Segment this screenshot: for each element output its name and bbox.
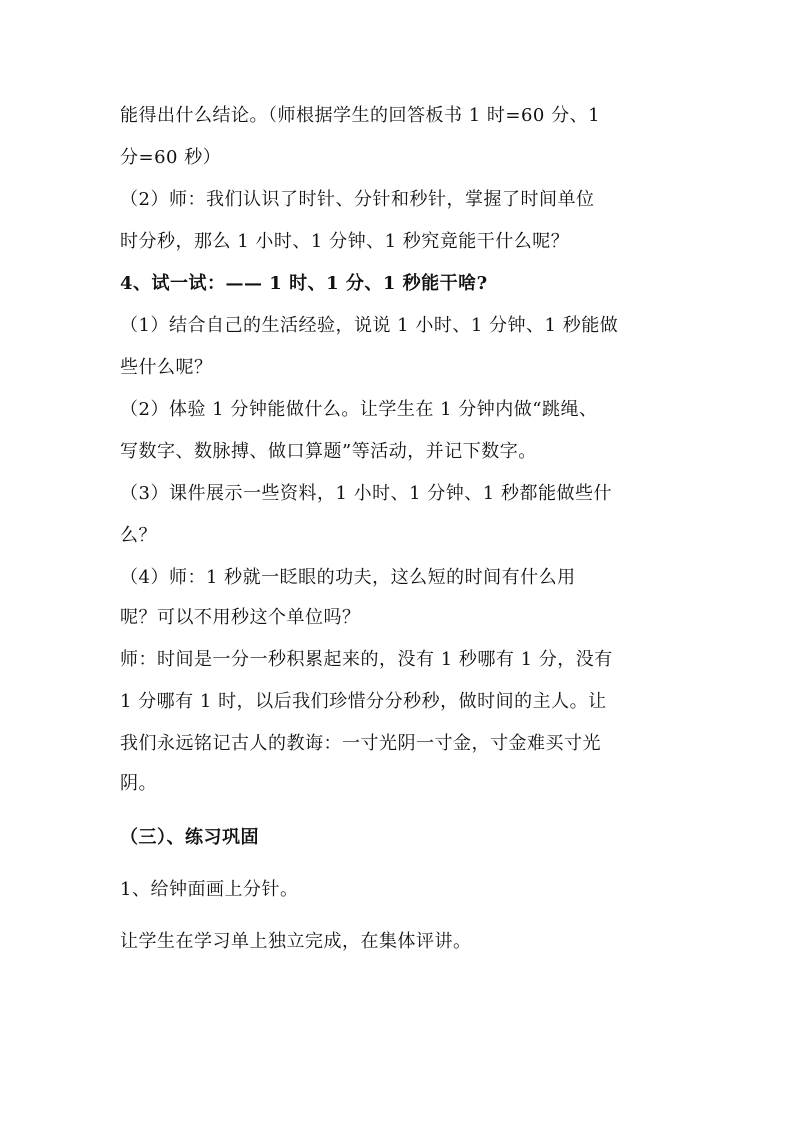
text-line: （2）师：我们认识了时针、分针和秒针，掌握了时间单位: [120, 189, 595, 210]
text-line: 1 分哪有 1 时，以后我们珍惜分分秒秒，做时间的主人。让: [120, 691, 607, 712]
text-line: 让学生在学习单上独立完成，在集体评讲。: [120, 931, 472, 952]
text-line: 写数字、数脉搏、做口算题”等活动，并记下数字。: [120, 441, 537, 462]
text-line: （3）课件展示一些资料，1 小时、1 分钟、1 秒都能做些什: [120, 483, 612, 504]
section-heading: （三）、练习巩固: [120, 827, 259, 848]
text-line: （1）结合自己的生活经验，说说 1 小时、1 分钟、1 秒能做: [120, 315, 619, 336]
text-line: 我们永远铭记古人的教诲：一寸光阴一寸金，寸金难买寸光: [120, 733, 601, 754]
text-line: 些什么呢？: [120, 357, 213, 378]
text-line: 呢？可以不用秒这个单位吗？: [120, 607, 361, 628]
text-line: 能得出什么结论。（师根据学生的回答板书 1 时=60 分、1: [120, 105, 601, 126]
text-line: （2）体验 1 分钟能做什么。让学生在 1 分钟内做“跳绳、: [120, 399, 598, 420]
text-line: 么？: [120, 525, 157, 546]
text-line: （4）师：1 秒就一眨眼的功夫，这么短的时间有什么用: [120, 567, 576, 588]
text-line: 分=60 秒）: [120, 147, 222, 168]
text-line: 1、给钟面画上分针。: [120, 879, 299, 900]
section-heading: 4、试一试：—— 1 时、1 分、1 秒能干啥?: [120, 273, 488, 294]
text-line: 阴。: [120, 773, 157, 794]
text-line: 时分秒，那么 1 小时、1 分钟、1 秒究竟能干什么呢？: [120, 231, 570, 252]
text-line: 师：时间是一分一秒积累起来的，没有 1 秒哪有 1 分，没有: [120, 649, 613, 670]
